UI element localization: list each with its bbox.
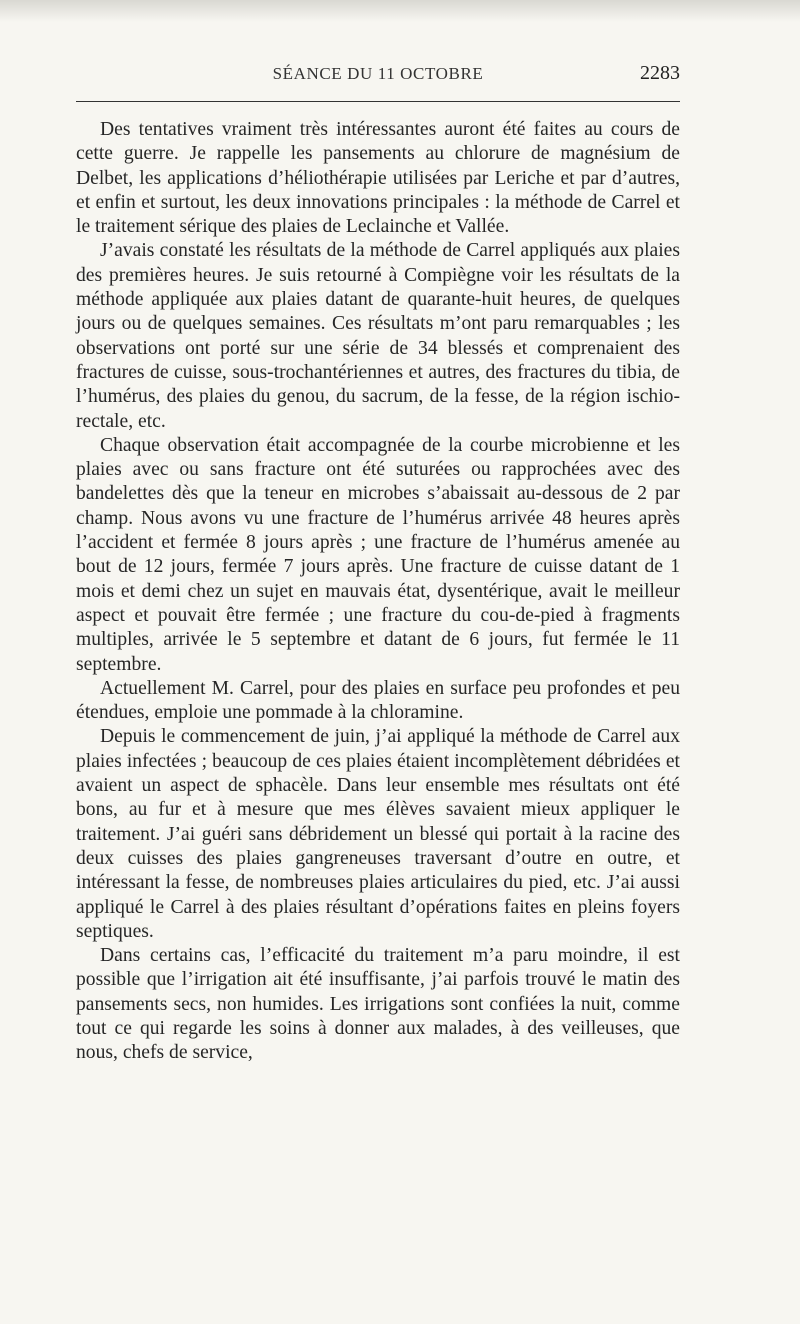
paragraph: Chaque observation était accompagnée de la courbe microbienne et les plaies avec ou sans fracture ont été suturées ou rapprochées avec des bandelettes dès que la teneur en microbes s’abaissait au-dessous de 2 par champ. Nous avons vu une fracture de l’humérus arrivée 48 heures après l’accident et fermée 8 jours après ; une fracture de l’humérus amenée au bout de 12 jours, fermée 7 jours après. Une fracture de cuisse datant de 1 mois et demi chez un sujet en mauvais état, dysentérique, avait le meilleur aspect et pouvait être fermée ; une fracture du cou-de-pied à fragments multiples, arrivée le 5 septembre et datant de 6 jours, fut fermée le 11 septembre. — [76, 434, 680, 675]
page-top-edge — [0, 0, 800, 22]
page-number: 2283 — [640, 62, 680, 84]
running-title: SÉANCE DU 11 OCTOBRE — [272, 64, 484, 83]
paragraph: Des tentatives vraiment très intéressantes auront été faites au cours de cette guerre. Je rappelle les pansements au chlorure de magnésium de Delbet, les applications d’héliothérapie utilisées par Leriche et par d’autres, et enfin et surtout, les deux innovations principales : la méthode de Carrel et le traitement sérique des plaies de Leclainche et Vallée. — [76, 119, 680, 238]
paragraph: Dans certains cas, l’efficacité du traitement m’a paru moindre, il est possible que l’irrigation ait été insuffisante, j’ai parfois trouvé le matin des pansements secs, non humides. Les irrigations sont confiées la nuit, comme tout ce qui regarde les soins à donner aux malades, à des veilleuses, que nous, chefs de service, — [76, 945, 680, 1064]
header-rule — [76, 101, 680, 102]
body-text — [76, 118, 680, 1066]
paragraph: Depuis le commencement de juin, j’ai appliqué la méthode de Carrel aux plaies infectées ; beaucoup de ces plaies étaient incomplètement débridées et avaient un aspect de sphacèle. Dans leur ensemble mes résultats ont été bons, au fur et à mesure que mes élèves savaient mieux appliquer le traitement. J’ai guéri sans débridement un blessé qui portait à la racine des deux cuisses des plaies gangreneuses traversant d’outre en outre, et intéressant la fesse, de nombreuses plaies articulaires du pied, etc. J’ai aussi appliqué le Carrel à des plaies résultant d’opérations faites en pleins foyers septiques. — [76, 726, 680, 942]
running-head — [76, 64, 680, 88]
paragraph: Actuellement M. Carrel, pour des plaies en surface peu profondes et peu étendues, emploie une pommade à la chloramine. — [76, 677, 680, 724]
paragraph: J’avais constaté les résultats de la méthode de Carrel appliqués aux plaies des premières heures. Je suis retourné à Compiègne voir les résultats de la méthode appliquée aux plaies datant de quarante-huit heures, de quelques jours ou de quelques semaines. Ces résultats m’ont paru remarquables ; les observations ont porté sur une série de 34 blessés et comprenaient des fractures de cuisse, sous-trochantériennes et autres, des fractures du tibia, de l’humérus, des plaies du genou, du sacrum, de la fesse, de la région ischio-rectale, etc. — [76, 240, 680, 432]
